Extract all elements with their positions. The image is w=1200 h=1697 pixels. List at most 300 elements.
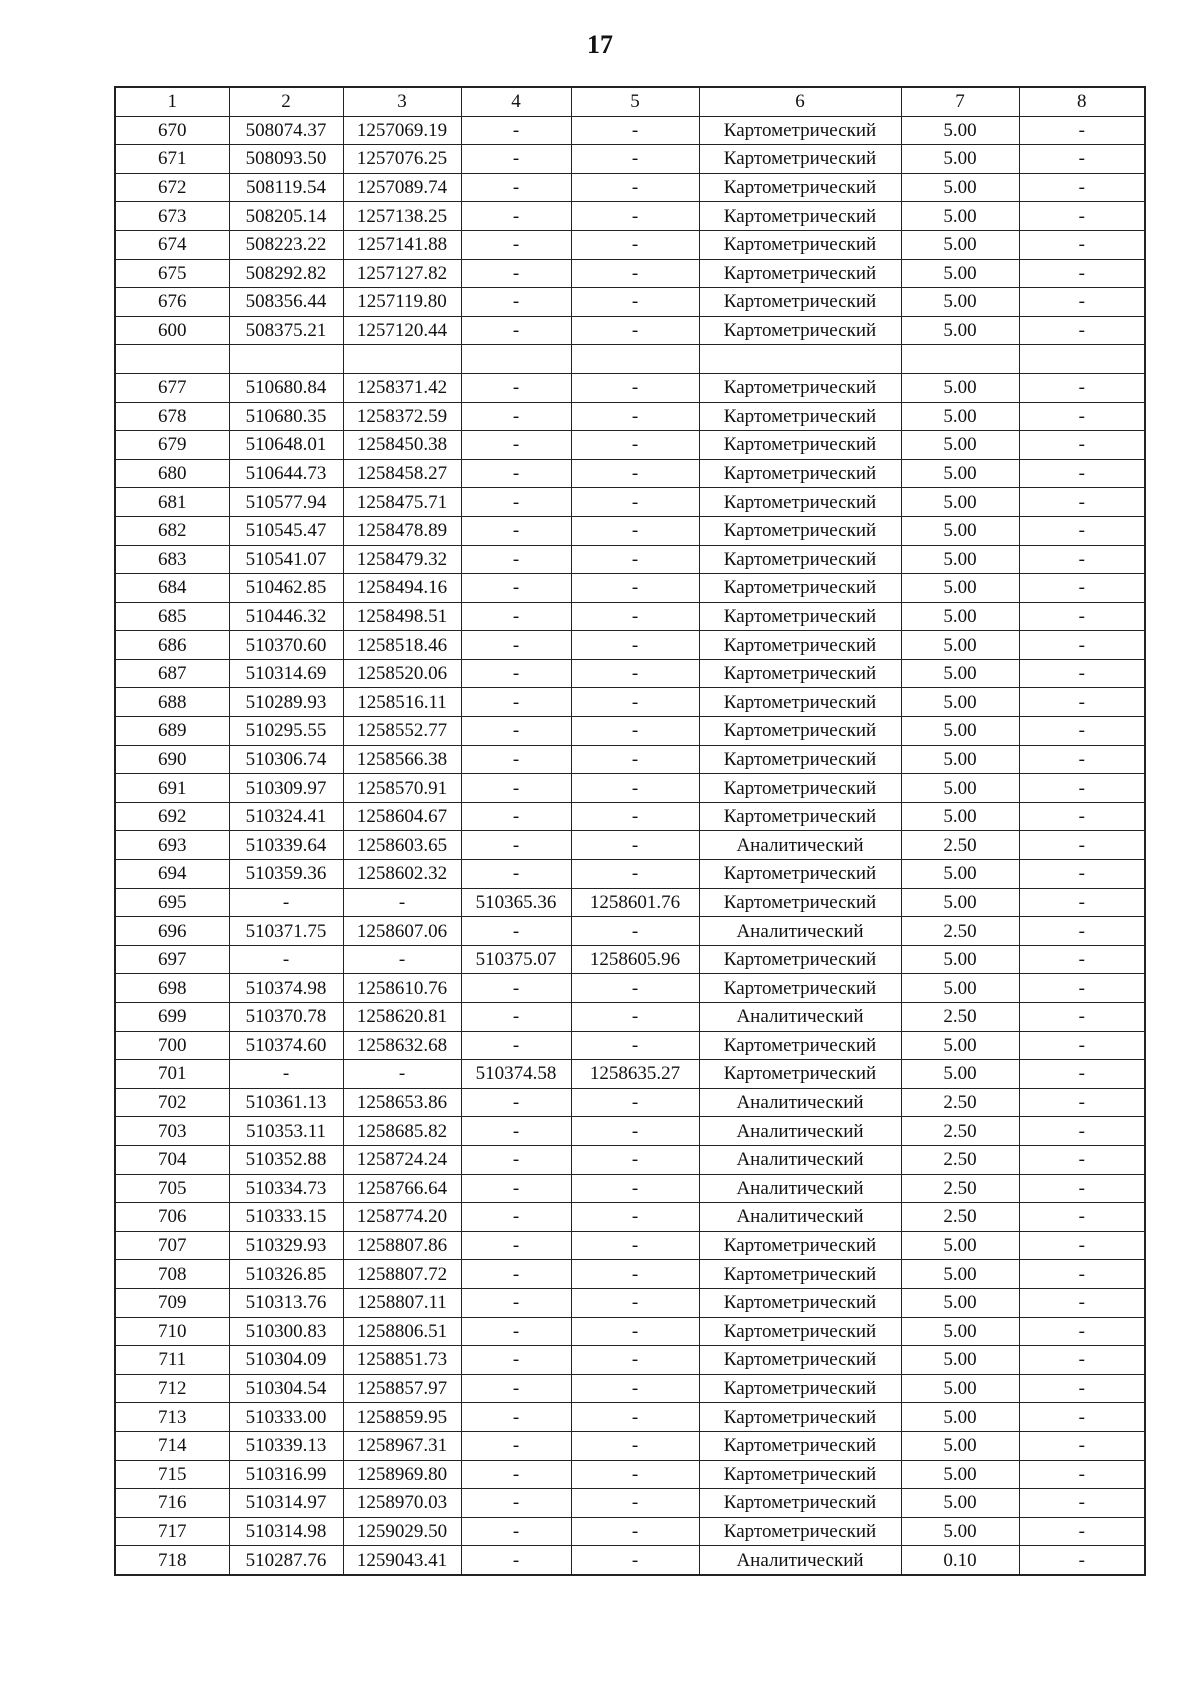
table-cell: Картометрический bbox=[699, 173, 901, 202]
table-cell: - bbox=[461, 574, 571, 603]
table-row bbox=[115, 831, 1145, 860]
table-cell: Аналитический bbox=[699, 1088, 901, 1117]
column-header: 8 bbox=[1019, 87, 1145, 116]
table-cell: - bbox=[1019, 745, 1145, 774]
column-header: 3 bbox=[343, 87, 461, 116]
table-cell: 5.00 bbox=[901, 373, 1019, 402]
table-cell: 5.00 bbox=[901, 1031, 1019, 1060]
table-cell: 689 bbox=[115, 717, 229, 746]
table-row bbox=[115, 345, 1145, 374]
table-cell: 1258969.80 bbox=[343, 1460, 461, 1489]
table-cell: 1258766.64 bbox=[343, 1174, 461, 1203]
table-cell: - bbox=[571, 717, 699, 746]
table-cell: - bbox=[571, 1231, 699, 1260]
table-cell: 679 bbox=[115, 431, 229, 460]
coordinates-table bbox=[114, 86, 1146, 1576]
table-cell: 510304.54 bbox=[229, 1374, 343, 1403]
table-cell: - bbox=[229, 1060, 343, 1089]
table-cell: Картометрический bbox=[699, 1374, 901, 1403]
table-cell: 510314.97 bbox=[229, 1489, 343, 1518]
table-row bbox=[115, 402, 1145, 431]
table-cell: 693 bbox=[115, 831, 229, 860]
table-cell: 1258970.03 bbox=[343, 1489, 461, 1518]
table-cell: - bbox=[1019, 1374, 1145, 1403]
table-cell: - bbox=[1019, 1174, 1145, 1203]
table-row bbox=[115, 1031, 1145, 1060]
table-cell: - bbox=[571, 488, 699, 517]
table-row bbox=[115, 1317, 1145, 1346]
table-cell: 1258518.46 bbox=[343, 631, 461, 660]
table-cell: 694 bbox=[115, 860, 229, 889]
table-cell: - bbox=[1019, 1288, 1145, 1317]
table-cell: 5.00 bbox=[901, 745, 1019, 774]
table-cell bbox=[699, 345, 901, 374]
table-cell: 1258635.27 bbox=[571, 1060, 699, 1089]
table-cell: Аналитический bbox=[699, 917, 901, 946]
table-cell: 5.00 bbox=[901, 945, 1019, 974]
table-cell: 508074.37 bbox=[229, 116, 343, 145]
table-cell: 5.00 bbox=[901, 688, 1019, 717]
table-cell: - bbox=[571, 459, 699, 488]
table-cell: 5.00 bbox=[901, 1517, 1019, 1546]
table-cell: Картометрический bbox=[699, 659, 901, 688]
table-cell: 510462.85 bbox=[229, 574, 343, 603]
table-cell: - bbox=[1019, 1117, 1145, 1146]
table-cell: 2.50 bbox=[901, 917, 1019, 946]
table-cell: 1258605.96 bbox=[571, 945, 699, 974]
table-cell: Картометрический bbox=[699, 1317, 901, 1346]
table-cell: 708 bbox=[115, 1260, 229, 1289]
table-cell: - bbox=[571, 1117, 699, 1146]
table-cell: 1259029.50 bbox=[343, 1517, 461, 1546]
table-cell: - bbox=[1019, 402, 1145, 431]
table-cell: - bbox=[461, 917, 571, 946]
table-row bbox=[115, 173, 1145, 202]
table-cell: - bbox=[571, 1431, 699, 1460]
table-cell: 695 bbox=[115, 888, 229, 917]
table-cell: 2.50 bbox=[901, 1203, 1019, 1232]
table-cell: Картометрический bbox=[699, 1260, 901, 1289]
table-cell: 680 bbox=[115, 459, 229, 488]
table-row bbox=[115, 1403, 1145, 1432]
table-cell: - bbox=[461, 1374, 571, 1403]
table-cell: 711 bbox=[115, 1346, 229, 1375]
table-cell: Картометрический bbox=[699, 373, 901, 402]
table-cell: - bbox=[1019, 631, 1145, 660]
table-cell: 1258552.77 bbox=[343, 717, 461, 746]
table-row bbox=[115, 316, 1145, 345]
table-row bbox=[115, 774, 1145, 803]
table-cell: - bbox=[571, 545, 699, 574]
table-cell: 510300.83 bbox=[229, 1317, 343, 1346]
table-cell: 510306.74 bbox=[229, 745, 343, 774]
table-cell: 674 bbox=[115, 230, 229, 259]
table-cell: Картометрический bbox=[699, 145, 901, 174]
table-cell: 5.00 bbox=[901, 1231, 1019, 1260]
table-cell: - bbox=[461, 860, 571, 889]
table-cell bbox=[461, 345, 571, 374]
table-cell: Картометрический bbox=[699, 516, 901, 545]
table-cell: - bbox=[461, 431, 571, 460]
table-cell: 5.00 bbox=[901, 659, 1019, 688]
table-cell: - bbox=[461, 717, 571, 746]
table-cell: 5.00 bbox=[901, 1317, 1019, 1346]
table-cell: 510313.76 bbox=[229, 1288, 343, 1317]
table-cell: - bbox=[229, 888, 343, 917]
table-cell: 707 bbox=[115, 1231, 229, 1260]
table-cell: 699 bbox=[115, 1003, 229, 1032]
table-cell: - bbox=[571, 745, 699, 774]
table-cell: - bbox=[571, 1317, 699, 1346]
table-cell: - bbox=[571, 1460, 699, 1489]
table-row bbox=[115, 802, 1145, 831]
table-cell: - bbox=[1019, 688, 1145, 717]
table-cell: 510680.35 bbox=[229, 402, 343, 431]
table-cell: - bbox=[461, 259, 571, 288]
table-cell: 1258807.72 bbox=[343, 1260, 461, 1289]
table-cell: - bbox=[571, 631, 699, 660]
table-cell: 710 bbox=[115, 1317, 229, 1346]
table-cell: - bbox=[461, 488, 571, 517]
table-cell: 5.00 bbox=[901, 516, 1019, 545]
table-cell: Картометрический bbox=[699, 202, 901, 231]
table-cell: - bbox=[461, 631, 571, 660]
table-row bbox=[115, 717, 1145, 746]
table-cell: - bbox=[1019, 1060, 1145, 1089]
table-cell: 510361.13 bbox=[229, 1088, 343, 1117]
table-cell: - bbox=[1019, 831, 1145, 860]
table-cell: 510309.97 bbox=[229, 774, 343, 803]
table-cell: 1258570.91 bbox=[343, 774, 461, 803]
table-cell: 698 bbox=[115, 974, 229, 1003]
table-cell: 716 bbox=[115, 1489, 229, 1518]
table-cell: 678 bbox=[115, 402, 229, 431]
table-cell: 510353.11 bbox=[229, 1117, 343, 1146]
table-cell: 5.00 bbox=[901, 974, 1019, 1003]
column-header: 7 bbox=[901, 87, 1019, 116]
table-row bbox=[115, 1174, 1145, 1203]
column-header: 4 bbox=[461, 87, 571, 116]
table-cell: 510316.99 bbox=[229, 1460, 343, 1489]
table-cell: - bbox=[461, 373, 571, 402]
table-cell: 5.00 bbox=[901, 1403, 1019, 1432]
table-cell: - bbox=[1019, 1203, 1145, 1232]
table-cell: 508292.82 bbox=[229, 259, 343, 288]
table-cell: 510329.93 bbox=[229, 1231, 343, 1260]
table-cell: - bbox=[461, 516, 571, 545]
table-cell: 706 bbox=[115, 1203, 229, 1232]
table-cell: - bbox=[1019, 545, 1145, 574]
table-row bbox=[115, 1431, 1145, 1460]
table-row bbox=[115, 688, 1145, 717]
table-cell: 5.00 bbox=[901, 116, 1019, 145]
table-cell: - bbox=[461, 1460, 571, 1489]
table-cell: 673 bbox=[115, 202, 229, 231]
table-cell: 510314.69 bbox=[229, 659, 343, 688]
table-cell: 690 bbox=[115, 745, 229, 774]
table-cell: 704 bbox=[115, 1145, 229, 1174]
table-cell: - bbox=[461, 774, 571, 803]
table-cell: 2.50 bbox=[901, 1117, 1019, 1146]
table-cell: - bbox=[461, 1546, 571, 1575]
table-cell: 691 bbox=[115, 774, 229, 803]
table-row bbox=[115, 488, 1145, 517]
table-cell: - bbox=[1019, 802, 1145, 831]
page-number: 17 bbox=[587, 30, 613, 59]
table-cell: 686 bbox=[115, 631, 229, 660]
table-cell: 5.00 bbox=[901, 459, 1019, 488]
table-cell: - bbox=[571, 1288, 699, 1317]
table-cell: 685 bbox=[115, 602, 229, 631]
table-cell: 510370.60 bbox=[229, 631, 343, 660]
table-cell: - bbox=[1019, 1346, 1145, 1375]
table-cell: 1258807.11 bbox=[343, 1288, 461, 1317]
table-cell: - bbox=[461, 230, 571, 259]
table-cell: - bbox=[1019, 659, 1145, 688]
table-cell: - bbox=[1019, 259, 1145, 288]
table-row bbox=[115, 917, 1145, 946]
table-cell: - bbox=[461, 116, 571, 145]
header-row bbox=[115, 87, 1145, 116]
table-cell: Картометрический bbox=[699, 1060, 901, 1089]
table-cell: 692 bbox=[115, 802, 229, 831]
table-cell: 2.50 bbox=[901, 1174, 1019, 1203]
table-cell: 510339.13 bbox=[229, 1431, 343, 1460]
table-cell: 510334.73 bbox=[229, 1174, 343, 1203]
table-row bbox=[115, 288, 1145, 317]
table-cell: - bbox=[1019, 717, 1145, 746]
table-cell: 510545.47 bbox=[229, 516, 343, 545]
table-cell bbox=[229, 345, 343, 374]
table-row bbox=[115, 974, 1145, 1003]
table-cell: - bbox=[1019, 145, 1145, 174]
table-cell: 508093.50 bbox=[229, 145, 343, 174]
table-cell: Картометрический bbox=[699, 259, 901, 288]
table-cell bbox=[1019, 345, 1145, 374]
table-cell: - bbox=[1019, 202, 1145, 231]
table-cell: 1258458.27 bbox=[343, 459, 461, 488]
table-cell: 510314.98 bbox=[229, 1517, 343, 1546]
column-header: 5 bbox=[571, 87, 699, 116]
table-row bbox=[115, 116, 1145, 145]
table-cell: - bbox=[571, 1174, 699, 1203]
table-cell: - bbox=[571, 1145, 699, 1174]
table-cell: - bbox=[571, 1517, 699, 1546]
table-cell: Картометрический bbox=[699, 316, 901, 345]
table-row bbox=[115, 1517, 1145, 1546]
table-cell: 5.00 bbox=[901, 145, 1019, 174]
table-cell bbox=[571, 345, 699, 374]
table-cell: 672 bbox=[115, 173, 229, 202]
table-cell: - bbox=[461, 602, 571, 631]
table-cell: 1258610.76 bbox=[343, 974, 461, 1003]
table-cell: Аналитический bbox=[699, 1117, 901, 1146]
table-cell: 1258607.06 bbox=[343, 917, 461, 946]
table-cell: 2.50 bbox=[901, 1003, 1019, 1032]
table-cell: 510287.76 bbox=[229, 1546, 343, 1575]
table-cell: 714 bbox=[115, 1431, 229, 1460]
table-cell: 675 bbox=[115, 259, 229, 288]
table-cell: 715 bbox=[115, 1460, 229, 1489]
table-cell: - bbox=[1019, 1460, 1145, 1489]
table-cell: 510577.94 bbox=[229, 488, 343, 517]
table-row bbox=[115, 745, 1145, 774]
table-cell: Аналитический bbox=[699, 1174, 901, 1203]
table-cell: - bbox=[1019, 1145, 1145, 1174]
table-cell: - bbox=[1019, 459, 1145, 488]
table-cell: - bbox=[1019, 116, 1145, 145]
table-cell: Картометрический bbox=[699, 745, 901, 774]
table-cell: 1258601.76 bbox=[571, 888, 699, 917]
table-cell: 683 bbox=[115, 545, 229, 574]
table-cell: 1257141.88 bbox=[343, 230, 461, 259]
table-cell: 1257089.74 bbox=[343, 173, 461, 202]
table-cell: 5.00 bbox=[901, 288, 1019, 317]
table-cell: 681 bbox=[115, 488, 229, 517]
table-cell: - bbox=[1019, 316, 1145, 345]
table-cell: - bbox=[571, 259, 699, 288]
table-row bbox=[115, 860, 1145, 889]
table-cell: 1258604.67 bbox=[343, 802, 461, 831]
table-cell: 508223.22 bbox=[229, 230, 343, 259]
table-cell: - bbox=[461, 1260, 571, 1289]
table-cell: Картометрический bbox=[699, 717, 901, 746]
table-cell: 1258807.86 bbox=[343, 1231, 461, 1260]
table-cell: - bbox=[461, 1346, 571, 1375]
table-cell: - bbox=[1019, 431, 1145, 460]
table-cell: 510374.60 bbox=[229, 1031, 343, 1060]
table-cell: - bbox=[571, 917, 699, 946]
table-cell: - bbox=[571, 688, 699, 717]
table-cell: 510304.09 bbox=[229, 1346, 343, 1375]
table-cell: - bbox=[461, 1003, 571, 1032]
table-cell: 1258653.86 bbox=[343, 1088, 461, 1117]
table-cell: 5.00 bbox=[901, 545, 1019, 574]
table-cell: - bbox=[1019, 1003, 1145, 1032]
table-cell: 510352.88 bbox=[229, 1145, 343, 1174]
table-cell: 1257120.44 bbox=[343, 316, 461, 345]
table-cell: - bbox=[1019, 516, 1145, 545]
table-cell: 1257069.19 bbox=[343, 116, 461, 145]
table-row bbox=[115, 631, 1145, 660]
table-cell: 1259043.41 bbox=[343, 1546, 461, 1575]
table-cell: 5.00 bbox=[901, 1431, 1019, 1460]
table-cell: 676 bbox=[115, 288, 229, 317]
table-cell: - bbox=[461, 316, 571, 345]
table-cell: 1258479.32 bbox=[343, 545, 461, 574]
table-cell: 1258967.31 bbox=[343, 1431, 461, 1460]
table-row bbox=[115, 259, 1145, 288]
table-cell: 701 bbox=[115, 1060, 229, 1089]
table-cell: - bbox=[571, 774, 699, 803]
table-cell: - bbox=[571, 145, 699, 174]
table-cell: - bbox=[1019, 860, 1145, 889]
table-cell: 677 bbox=[115, 373, 229, 402]
table-cell: 5.00 bbox=[901, 1288, 1019, 1317]
table-cell: 5.00 bbox=[901, 602, 1019, 631]
table-cell: 510324.41 bbox=[229, 802, 343, 831]
table-cell: 709 bbox=[115, 1288, 229, 1317]
table-cell: - bbox=[571, 202, 699, 231]
table-cell: Картометрический bbox=[699, 1431, 901, 1460]
table-row bbox=[115, 230, 1145, 259]
table-cell: Картометрический bbox=[699, 688, 901, 717]
table-cell: 5.00 bbox=[901, 316, 1019, 345]
table-cell: 510295.55 bbox=[229, 717, 343, 746]
table-cell: - bbox=[571, 1003, 699, 1032]
table-cell: - bbox=[571, 373, 699, 402]
table-cell: - bbox=[461, 545, 571, 574]
table-cell: 1258603.65 bbox=[343, 831, 461, 860]
table-cell: 702 bbox=[115, 1088, 229, 1117]
table-row bbox=[115, 459, 1145, 488]
table-cell: 510370.78 bbox=[229, 1003, 343, 1032]
table-cell: Картометрический bbox=[699, 288, 901, 317]
table-cell: 5.00 bbox=[901, 774, 1019, 803]
table-cell bbox=[343, 345, 461, 374]
table-cell: Картометрический bbox=[699, 1231, 901, 1260]
table-cell: - bbox=[1019, 1260, 1145, 1289]
table-cell: 5.00 bbox=[901, 1489, 1019, 1518]
table-cell: - bbox=[461, 831, 571, 860]
table-cell: 1258371.42 bbox=[343, 373, 461, 402]
table-cell: 697 bbox=[115, 945, 229, 974]
table-row bbox=[115, 1260, 1145, 1289]
table-cell: Картометрический bbox=[699, 945, 901, 974]
table-cell: 5.00 bbox=[901, 574, 1019, 603]
table-cell: Картометрический bbox=[699, 802, 901, 831]
table-row bbox=[115, 431, 1145, 460]
table-cell: 705 bbox=[115, 1174, 229, 1203]
table-cell: Аналитический bbox=[699, 1546, 901, 1575]
table-cell: Картометрический bbox=[699, 631, 901, 660]
table-cell: 684 bbox=[115, 574, 229, 603]
table-cell: Картометрический bbox=[699, 1288, 901, 1317]
table-cell: - bbox=[571, 1031, 699, 1060]
table-cell: - bbox=[461, 1288, 571, 1317]
table-cell: 600 bbox=[115, 316, 229, 345]
table-cell: Картометрический bbox=[699, 545, 901, 574]
table-cell: 1258774.20 bbox=[343, 1203, 461, 1232]
table-cell: 510648.01 bbox=[229, 431, 343, 460]
table-cell: 510375.07 bbox=[461, 945, 571, 974]
table-cell: - bbox=[461, 1517, 571, 1546]
table-cell: 703 bbox=[115, 1117, 229, 1146]
table-cell: - bbox=[461, 745, 571, 774]
table-cell: 687 bbox=[115, 659, 229, 688]
table-cell: 5.00 bbox=[901, 202, 1019, 231]
table-cell: 5.00 bbox=[901, 631, 1019, 660]
table-row bbox=[115, 1288, 1145, 1317]
table-row bbox=[115, 1546, 1145, 1575]
table-row bbox=[115, 888, 1145, 917]
table-cell: 1258620.81 bbox=[343, 1003, 461, 1032]
table-cell: 5.00 bbox=[901, 802, 1019, 831]
table-cell: Картометрический bbox=[699, 1346, 901, 1375]
table-cell: - bbox=[461, 288, 571, 317]
table-cell: - bbox=[1019, 1403, 1145, 1432]
table-cell: Картометрический bbox=[699, 1403, 901, 1432]
table-cell: - bbox=[461, 1317, 571, 1346]
table-cell: - bbox=[461, 802, 571, 831]
table-cell: 1258478.89 bbox=[343, 516, 461, 545]
table-cell: - bbox=[461, 1203, 571, 1232]
table-row bbox=[115, 1346, 1145, 1375]
table-row bbox=[115, 1460, 1145, 1489]
table-cell: 1258450.38 bbox=[343, 431, 461, 460]
table-cell: - bbox=[1019, 1317, 1145, 1346]
table-row bbox=[115, 145, 1145, 174]
